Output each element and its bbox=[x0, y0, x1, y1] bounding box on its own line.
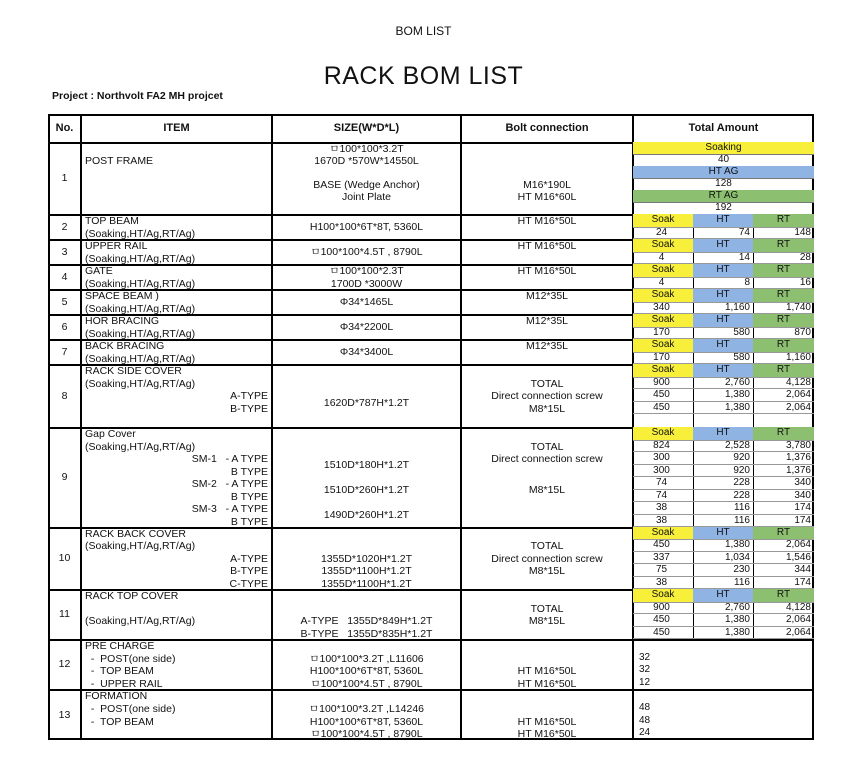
amount-value: 300 bbox=[633, 452, 693, 465]
amount-value: 1,380 bbox=[693, 539, 753, 551]
amount-value: 900 bbox=[633, 377, 693, 390]
row-number: 9 bbox=[61, 471, 68, 483]
size-text: ㅁ100*100*3.2T ,L14246 bbox=[308, 702, 425, 715]
amount-label-rt: RT AG bbox=[633, 190, 814, 203]
bolt-text: HT M16*50L bbox=[517, 677, 577, 690]
item-text: - POST(one side) bbox=[85, 652, 176, 665]
amount-value: 24 bbox=[639, 727, 651, 739]
size-text: 1355D*1100H*1.2T bbox=[321, 577, 412, 590]
size-text: Φ34*2200L bbox=[339, 321, 394, 334]
size-text: ㅁ100*100*4.5T , 8790L bbox=[310, 677, 423, 690]
item-text: B-TYPE bbox=[230, 565, 268, 578]
bolt-text: HT M16*50L bbox=[517, 215, 577, 227]
bolt-text: M12*35L bbox=[525, 340, 569, 352]
item-text: TOP BEAM bbox=[85, 215, 139, 227]
amount-header-ht: HT bbox=[693, 264, 753, 278]
bolt-text: Direct connection screw bbox=[491, 453, 603, 465]
item-text: - POST(one side) bbox=[85, 702, 176, 715]
amount-value: 192 bbox=[633, 202, 814, 215]
bolt-text: TOTAL bbox=[530, 540, 564, 553]
amount-value: 344 bbox=[753, 564, 814, 576]
amount-value: 1,380 bbox=[693, 402, 753, 415]
amount-value: 1,380 bbox=[693, 627, 753, 640]
bolt-text: M8*15L bbox=[528, 615, 566, 627]
amount-header-rt: RT bbox=[753, 214, 814, 228]
amount-value: 2,064 bbox=[753, 627, 814, 640]
size-text: ㅁ100*100*3.2T ,L11606 bbox=[309, 652, 424, 665]
column-header: No. bbox=[55, 122, 74, 134]
size-text: BASE (Wedge Anchor) bbox=[313, 179, 420, 191]
size-text: ㅁ100*100*4.5T , 8790L bbox=[310, 246, 423, 259]
size-text: H100*100*6T*8T, 5360L bbox=[309, 665, 424, 677]
item-text: RACK SIDE COVER bbox=[85, 365, 182, 377]
amount-value: 824 bbox=[633, 440, 693, 453]
amount-value: 32 bbox=[639, 664, 651, 675]
item-text: (Soaking,HT/Ag,RT/Ag) bbox=[85, 540, 196, 553]
project-label: Project : Northvolt FA2 MH projcet bbox=[52, 90, 223, 102]
amount-header-rt: RT bbox=[753, 427, 814, 441]
amount-label-ht: HT AG bbox=[633, 166, 814, 179]
amount-value: 1,160 bbox=[693, 302, 753, 315]
amount-value: 2,760 bbox=[693, 377, 753, 390]
amount-value: 340 bbox=[753, 490, 814, 503]
item-text: A-TYPE bbox=[230, 552, 268, 565]
amount-value: 228 bbox=[693, 477, 753, 490]
amount-value: 2,760 bbox=[693, 602, 753, 615]
amount-header-ht: HT bbox=[693, 589, 753, 603]
amount-value: 230 bbox=[693, 564, 753, 576]
column-header: Bolt connection bbox=[505, 122, 589, 134]
bolt-text: HT M16*50L bbox=[517, 715, 577, 728]
amount-value: 170 bbox=[633, 352, 693, 365]
amount-value: 4 bbox=[633, 277, 693, 290]
item-text: Gap Cover bbox=[85, 428, 136, 440]
amount-header-ht: HT bbox=[693, 427, 753, 441]
bolt-text: M8*15L bbox=[528, 565, 566, 578]
size-text: 1355D*1100H*1.2T bbox=[321, 565, 412, 578]
amount-header-soak: Soak bbox=[633, 527, 693, 540]
amount-header-ht: HT bbox=[693, 239, 753, 253]
amount-value: 1,740 bbox=[753, 302, 814, 315]
size-text: H100*100*6T*8T, 5360L bbox=[309, 221, 424, 234]
amount-header-soak: Soak bbox=[633, 314, 693, 328]
bolt-text: M16*190L bbox=[523, 179, 571, 191]
amount-header-rt: RT bbox=[753, 289, 814, 303]
row-number: 1 bbox=[61, 172, 68, 184]
amount-value: 340 bbox=[753, 477, 814, 490]
bolt-text: Direct connection screw bbox=[491, 390, 603, 403]
item-text: PRE CHARGE bbox=[85, 640, 155, 652]
amount-value: 3,780 bbox=[753, 440, 814, 453]
row-number: 5 bbox=[61, 295, 68, 308]
amount-value: 450 bbox=[633, 627, 693, 640]
size-text: 1700D *3000W bbox=[330, 277, 403, 290]
bom-table bbox=[48, 114, 814, 740]
amount-value: 116 bbox=[693, 577, 753, 589]
size-text: 1490D*260H*1.2T bbox=[323, 509, 410, 522]
amount-value: 148 bbox=[753, 227, 814, 240]
table-border-top bbox=[48, 114, 814, 116]
amount-value: 2,064 bbox=[753, 389, 814, 402]
amount-value: 116 bbox=[693, 502, 753, 515]
bolt-text: TOTAL bbox=[530, 377, 564, 390]
amount-value: 870 bbox=[753, 327, 814, 340]
item-text: B TYPE bbox=[230, 465, 268, 478]
size-text: A-TYPE 1355D*849H*1.2T bbox=[300, 615, 433, 627]
item-text: SM-2 - A TYPE bbox=[191, 478, 268, 490]
row-number: 13 bbox=[58, 708, 71, 721]
amount-value: 1,380 bbox=[693, 389, 753, 402]
column-header: Total Amount bbox=[688, 122, 759, 134]
item-text: - UPPER RAIL bbox=[85, 677, 163, 690]
document-header: BOM LIST bbox=[395, 24, 452, 38]
amount-value: 28 bbox=[753, 252, 814, 265]
item-text: SM-3 - A TYPE bbox=[191, 503, 268, 515]
amount-value: 450 bbox=[633, 389, 693, 402]
amount-value: 48 bbox=[639, 701, 651, 713]
row-number: 4 bbox=[61, 270, 68, 283]
amount-header-ht: HT bbox=[693, 364, 753, 378]
column-header: SIZE(W*D*L) bbox=[333, 122, 400, 134]
amount-value: 174 bbox=[753, 577, 814, 589]
amount-value: 1,160 bbox=[753, 352, 814, 365]
amount-value: 450 bbox=[633, 539, 693, 551]
amount-value: 1,546 bbox=[753, 552, 814, 564]
bolt-text: M12*35L bbox=[525, 315, 569, 327]
amount-value: 38 bbox=[633, 502, 693, 515]
row-number: 6 bbox=[61, 320, 68, 333]
amount-value: 4 bbox=[633, 252, 693, 265]
item-text: (Soaking,HT/Ag,RT/Ag) bbox=[85, 252, 196, 265]
amount-value: 40 bbox=[633, 154, 814, 167]
item-text: (Soaking,HT/Ag,RT/Ag) bbox=[85, 327, 196, 340]
bolt-text: HT M16*50L bbox=[517, 665, 577, 677]
bolt-text: HT M16*60L bbox=[517, 191, 577, 203]
amount-header-ht: HT bbox=[693, 289, 753, 303]
amount-value: 48 bbox=[639, 714, 651, 726]
amount-header-rt: RT bbox=[753, 264, 814, 278]
item-text: UPPER RAIL bbox=[85, 240, 148, 252]
bolt-text: HT M16*50L bbox=[517, 240, 577, 252]
amount-header-ht: HT bbox=[693, 314, 753, 328]
size-text: 1510D*180H*1.2T bbox=[323, 459, 410, 472]
amount-value: 340 bbox=[633, 302, 693, 315]
size-text: 1670D *570W*14550L bbox=[314, 155, 419, 167]
item-text: BACK BRACING bbox=[85, 340, 165, 352]
amount-value: 116 bbox=[693, 515, 753, 528]
row-number: 10 bbox=[58, 552, 71, 564]
size-text: ㅁ100*100*2.3T bbox=[329, 265, 404, 277]
row-number: 11 bbox=[59, 608, 70, 620]
amount-header-rt: RT bbox=[753, 314, 814, 328]
amount-value: 450 bbox=[633, 402, 693, 415]
size-text: Φ34*3400L bbox=[339, 346, 394, 359]
amount-header-soak: Soak bbox=[633, 289, 693, 303]
amount-value: 4,128 bbox=[753, 602, 814, 615]
amount-value: 580 bbox=[693, 352, 753, 365]
amount-value: 24 bbox=[633, 227, 693, 240]
item-text: - TOP BEAM bbox=[85, 715, 154, 728]
amount-value: 1,376 bbox=[753, 452, 814, 465]
item-text: B-TYPE bbox=[230, 402, 268, 415]
amount-value: 920 bbox=[693, 452, 753, 465]
amount-header-ht: HT bbox=[693, 339, 753, 353]
bolt-text: HT M16*50L bbox=[517, 265, 577, 277]
amount-value: 337 bbox=[633, 552, 693, 564]
row-number: 8 bbox=[61, 389, 68, 402]
item-text: B TYPE bbox=[230, 490, 268, 503]
amount-value: 1,380 bbox=[693, 614, 753, 627]
amount-value: 4,128 bbox=[753, 377, 814, 390]
item-text: GATE bbox=[85, 265, 113, 277]
amount-value: 75 bbox=[633, 564, 693, 576]
amount-header-ht: HT bbox=[693, 214, 753, 228]
amount-value: 170 bbox=[633, 327, 693, 340]
amount-value: 2,064 bbox=[753, 614, 814, 627]
amount-value: 174 bbox=[753, 502, 814, 515]
amount-header-soak: Soak bbox=[633, 364, 693, 378]
size-text: ㅁ100*100*4.5T , 8790L bbox=[310, 728, 423, 741]
amount-header-soak: Soak bbox=[633, 264, 693, 278]
row-number: 12 bbox=[58, 658, 71, 670]
row-number: 7 bbox=[61, 345, 68, 358]
item-text: C-TYPE bbox=[229, 577, 268, 590]
amount-header-rt: RT bbox=[753, 589, 814, 603]
bolt-text: M8*15L bbox=[528, 484, 566, 497]
amount-value: 228 bbox=[693, 490, 753, 503]
item-text: FORMATION bbox=[85, 690, 148, 702]
item-text: (Soaking,HT/Ag,RT/Ag) bbox=[85, 440, 196, 453]
amount-header-soak: Soak bbox=[633, 214, 693, 228]
bolt-text: TOTAL bbox=[530, 440, 564, 453]
amount-value: 14 bbox=[693, 252, 753, 265]
amount-header-soak: Soak bbox=[633, 239, 693, 253]
amount-value: 2,528 bbox=[693, 440, 753, 453]
item-text: SPACE BEAM ) bbox=[85, 290, 159, 302]
item-text: SM-1 - A TYPE bbox=[191, 453, 268, 465]
amount-value: 900 bbox=[633, 602, 693, 615]
item-text: (Soaking,HT/Ag,RT/Ag) bbox=[85, 277, 196, 290]
item-text: - TOP BEAM bbox=[85, 665, 154, 677]
size-text: 1355D*1020H*1.2T bbox=[320, 552, 413, 565]
amount-header-soak: Soak bbox=[633, 427, 693, 441]
item-text: (Soaking,HT/Ag,RT/Ag) bbox=[85, 377, 196, 390]
amount-header-rt: RT bbox=[753, 527, 814, 540]
size-text: B-TYPE 1355D*835H*1.2T bbox=[300, 627, 433, 640]
bolt-text: HT M16*50L bbox=[517, 728, 577, 741]
row-number: 3 bbox=[61, 245, 68, 258]
bolt-text: M8*15L bbox=[528, 402, 566, 415]
page-title: RACK BOM LIST bbox=[323, 62, 524, 90]
size-text: 1510D*260H*1.2T bbox=[323, 484, 410, 497]
bolt-text: TOTAL bbox=[530, 602, 564, 615]
amount-header-rt: RT bbox=[753, 339, 814, 353]
bolt-text: M12*35L bbox=[525, 290, 569, 302]
item-text: POST FRAME bbox=[85, 155, 154, 167]
size-text: Joint Plate bbox=[341, 191, 392, 203]
amount-value: 74 bbox=[633, 490, 693, 503]
column-header: ITEM bbox=[163, 122, 190, 134]
item-text: (Soaking,HT/Ag,RT/Ag) bbox=[85, 352, 196, 365]
amount-value: 174 bbox=[753, 515, 814, 528]
item-text: (Soaking,HT/Ag,RT/Ag) bbox=[85, 227, 196, 240]
amount-value: 450 bbox=[633, 614, 693, 627]
row-number: 2 bbox=[61, 220, 68, 233]
amount-value: 580 bbox=[693, 327, 753, 340]
amount-value: 74 bbox=[693, 227, 753, 240]
size-text: H100*100*6T*8T, 5360L bbox=[309, 715, 424, 728]
amount-value: 300 bbox=[633, 465, 693, 478]
size-text: ㅁ100*100*3.2T bbox=[329, 143, 404, 155]
item-text: RACK TOP COVER bbox=[85, 590, 179, 602]
item-text: (Soaking,HT/Ag,RT/Ag) bbox=[85, 302, 196, 315]
amount-value: 1,034 bbox=[693, 552, 753, 564]
amount-value: 38 bbox=[633, 515, 693, 528]
bolt-text: Direct connection screw bbox=[491, 552, 603, 565]
amount-header-rt: RT bbox=[753, 364, 814, 378]
size-text: Φ34*1465L bbox=[339, 296, 394, 309]
amount-label-soak: Soaking bbox=[633, 142, 814, 155]
amount-header-rt: RT bbox=[753, 239, 814, 253]
amount-header-soak: Soak bbox=[633, 339, 693, 353]
amount-value: 8 bbox=[693, 277, 753, 290]
amount-value: 74 bbox=[633, 477, 693, 490]
amount-value: 32 bbox=[639, 651, 651, 663]
amount-value: 2,064 bbox=[753, 402, 814, 415]
amount-header-soak: Soak bbox=[633, 589, 693, 603]
amount-value: 128 bbox=[633, 178, 814, 191]
amount-value: 38 bbox=[633, 577, 693, 589]
item-text: B TYPE bbox=[230, 515, 268, 528]
size-text: 1620D*787H*1.2T bbox=[323, 396, 410, 409]
item-text: A-TYPE bbox=[230, 390, 268, 403]
amount-value: 16 bbox=[753, 277, 814, 290]
amount-value: 12 bbox=[639, 676, 651, 688]
amount-value: 2,064 bbox=[753, 539, 814, 551]
item-text: HOR BRACING bbox=[85, 315, 160, 327]
item-text: (Soaking,HT/Ag,RT/Ag) bbox=[85, 615, 196, 627]
amount-value: 920 bbox=[693, 465, 753, 478]
amount-value: 1,376 bbox=[753, 465, 814, 478]
item-text: RACK BACK COVER bbox=[85, 528, 186, 540]
amount-header-ht: HT bbox=[693, 527, 753, 540]
